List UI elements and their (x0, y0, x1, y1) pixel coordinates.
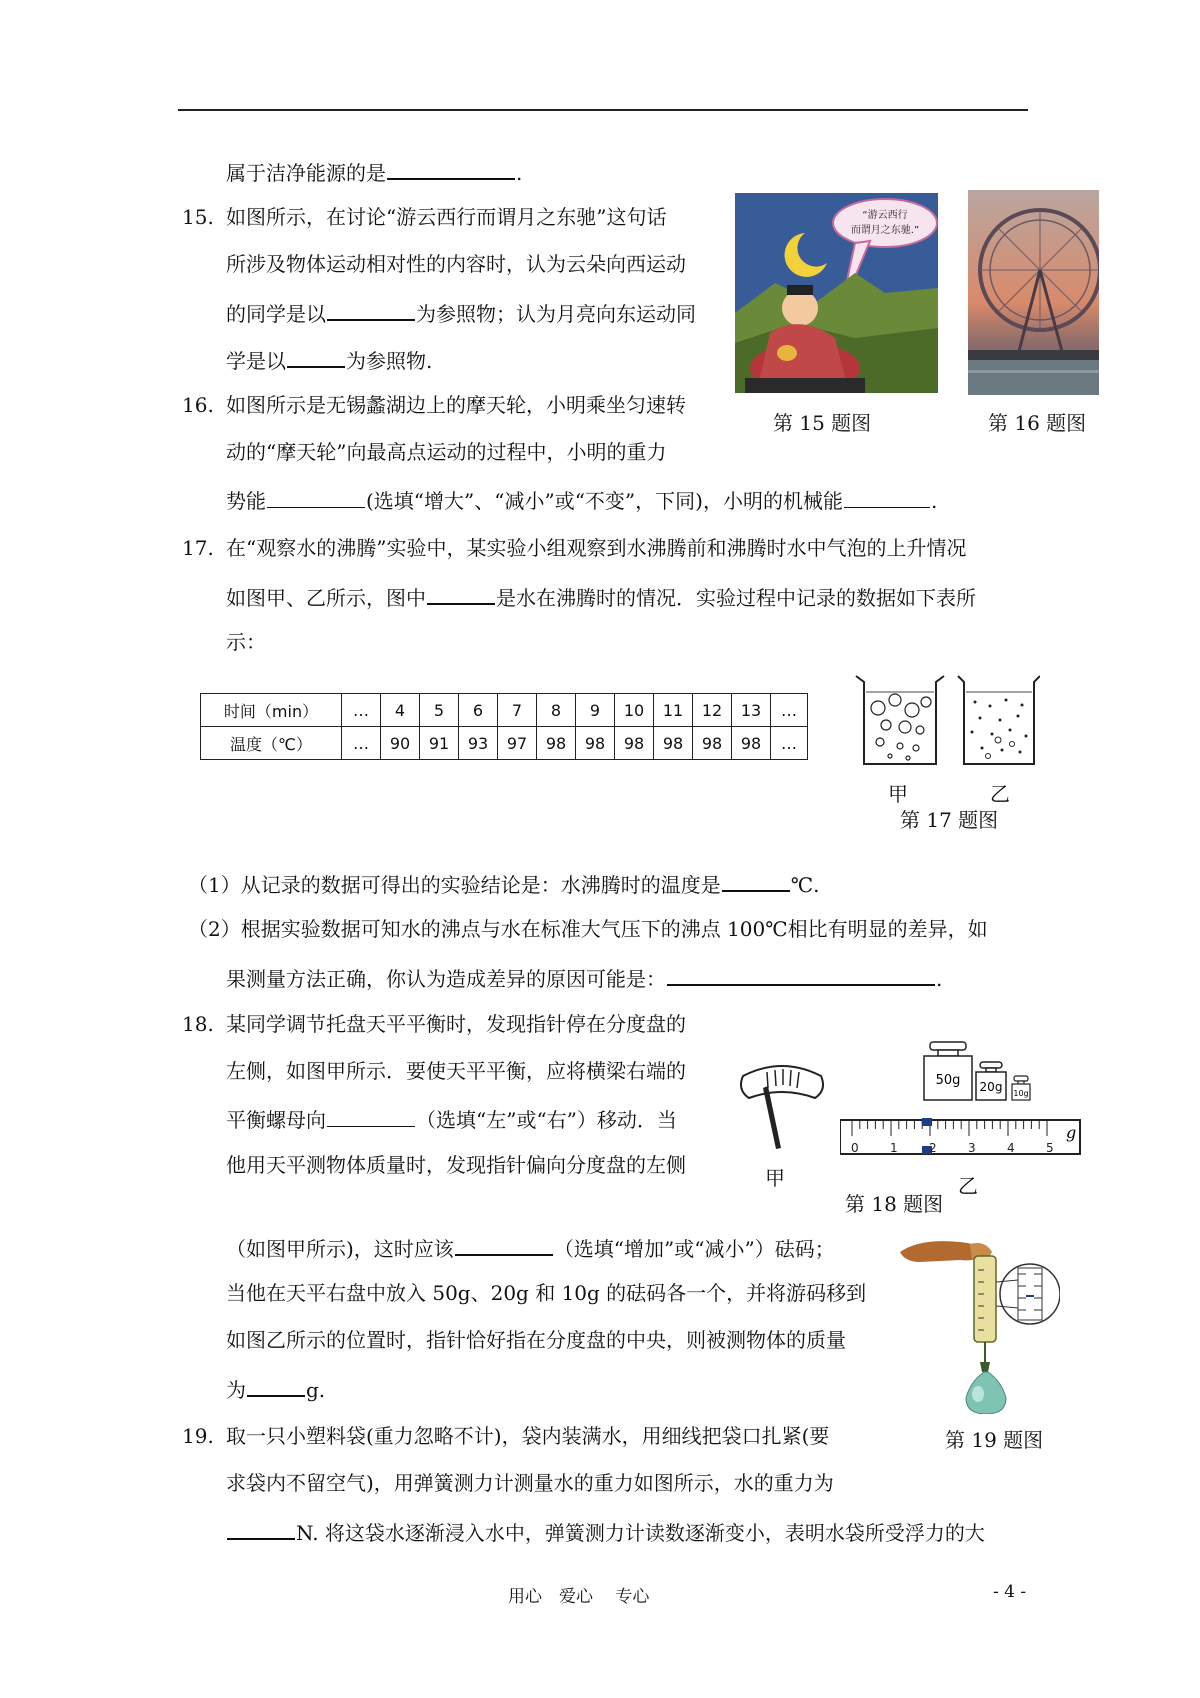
text: . (930, 489, 938, 513)
table-cell: 98 (537, 727, 576, 760)
answer-blank[interactable] (247, 1373, 305, 1397)
scale-unit-label: g (1066, 1123, 1077, 1142)
table-cell: 9 (576, 694, 615, 727)
q17-sub2-a: （2）根据实验数据可知水的沸点与水在标准大气压下的沸点 100℃相比有明显的差异，如 (188, 917, 988, 941)
q14-tail (226, 156, 522, 187)
table-row (201, 727, 808, 760)
q17-line-c: 示： (226, 630, 266, 654)
q18-line-h (226, 1373, 325, 1404)
scale-tick-label: 0 (851, 1141, 859, 1155)
q15-line-d (226, 344, 432, 375)
q18-number: 18. (182, 1012, 214, 1036)
text: ℃. (790, 873, 820, 897)
weight-20g (976, 1062, 1006, 1100)
text: 属于洁净能源的是 (226, 161, 386, 185)
scale-tick-label: 2 (929, 1141, 937, 1155)
scale-tick-label: 3 (968, 1141, 976, 1155)
text: （选填“左”或“右”）移动．当 (416, 1108, 677, 1132)
fig18-caption: 第 18 题图 (845, 1192, 944, 1216)
fig18-dial-pointer-diagram (735, 1058, 830, 1150)
text: 的同学是以 (226, 302, 326, 326)
weight-50g-label: 50g (935, 1073, 961, 1088)
table-cell: … (771, 694, 808, 727)
answer-blank[interactable] (327, 1104, 415, 1127)
scale-tick-label: 1 (890, 1141, 898, 1155)
q17-line-a: 在“观察水的沸腾”实验中，某实验小组观察到水沸腾前和沸腾时水中气泡的上升情况 (226, 536, 967, 560)
q16-line-c (226, 485, 937, 515)
q15-line-a: 如图所示，在讨论“游云西行而谓月之东驰”这句话 (226, 205, 667, 229)
beaker-jia (856, 676, 944, 764)
text: 如图甲、乙所示，图中 (226, 586, 426, 610)
q17-number: 17. (182, 536, 214, 560)
text: 为 (226, 1378, 246, 1402)
table-cell: 98 (576, 727, 615, 760)
text: 为参照物. (346, 349, 433, 373)
text: N. 将这袋水逐渐浸入水中，弹簧测力计读数逐渐变小，表明水袋所受浮力的大 (296, 1521, 985, 1545)
rider-marker-top (922, 1118, 932, 1126)
q17-sub1 (188, 868, 819, 899)
table-cell: 98 (615, 727, 654, 760)
fig17-beakers-diagram (850, 670, 1040, 770)
table-cell: 91 (420, 727, 459, 760)
table-cell: 8 (537, 694, 576, 727)
q18-line-d: 他用天平测物体质量时，发现指针偏向分度盘的左侧 (226, 1153, 686, 1177)
q18-line-g: 如图乙所示的位置时，指针恰好指在分度盘的中央，则被测物体的质量 (226, 1328, 846, 1352)
table-row (201, 694, 808, 727)
text: . (936, 967, 943, 991)
answer-blank[interactable] (844, 485, 930, 508)
q17-sub2-b (226, 962, 942, 993)
answer-blank[interactable] (667, 962, 935, 986)
fig16-caption: 第 16 题图 (988, 411, 1087, 435)
text: 势能 (226, 489, 266, 513)
text: （1）从记录的数据可得出的实验结论是：水沸腾时的温度是 (188, 873, 721, 897)
weight-10g (1012, 1076, 1030, 1100)
fig17-caption: 第 17 题图 (900, 808, 999, 832)
table-cell: 12 (693, 694, 732, 727)
weight-50g (924, 1042, 972, 1100)
q19-line-a: 取一只小塑料袋(重力忽略不计)，袋内装满水，用细线把袋口扎紧(要 (226, 1424, 830, 1448)
row-label-time: 时间（min） (201, 694, 342, 727)
table-cell: 93 (459, 727, 498, 760)
q19-number: 19. (182, 1424, 214, 1448)
q17-line-b (226, 581, 976, 612)
boiling-data-table (200, 693, 808, 760)
fig18-label-yi: 乙 (958, 1174, 978, 1198)
table-cell: 97 (498, 727, 537, 760)
q15-line-c (226, 297, 696, 328)
weight-10g-label: 10g (1013, 1089, 1029, 1098)
q19-line-b: 求袋内不留空气)，用弹簧测力计测量水的重力如图所示，水的重力为 (226, 1471, 834, 1495)
q16-number: 16. (182, 393, 214, 417)
answer-blank[interactable] (722, 868, 790, 892)
text: 学是以 (226, 349, 286, 373)
table-cell: 90 (381, 727, 420, 760)
answer-blank[interactable] (455, 1232, 553, 1256)
table-cell: … (771, 727, 808, 760)
table-cell: 98 (732, 727, 771, 760)
text: (选填“增大”、“减小”或“不变”，下同)，小明的机械能 (366, 489, 843, 513)
q16-line-a: 如图所示是无锡蠡湖边上的摩天轮，小明乘坐匀速转 (226, 393, 686, 417)
fig18-label-jia: 甲 (765, 1166, 785, 1190)
q18-line-a: 某同学调节托盘天平平衡时，发现指针停在分度盘的 (226, 1012, 686, 1036)
q18-line-b: 左侧，如图甲所示．要使天平平衡，应将横梁右端的 (226, 1059, 686, 1083)
scale-tick-label: 4 (1007, 1141, 1015, 1155)
text: 平衡螺母向 (226, 1108, 326, 1132)
fig19-spring-scale-picture (900, 1222, 1060, 1414)
beaker-yi (958, 676, 1040, 764)
table-cell: 5 (420, 694, 459, 727)
page-number: - 4 - (993, 1582, 1027, 1602)
table-cell: 98 (654, 727, 693, 760)
answer-blank[interactable] (387, 156, 515, 180)
text: （选填“增加”或“减小”）砝码； (553, 1237, 835, 1261)
q19-line-c (226, 1516, 985, 1547)
q18-line-f: 当他在天平右盘中放入 50g、20g 和 10g 的砝码各一个，并将游码移到 (226, 1281, 867, 1305)
q15-number: 15. (182, 205, 214, 229)
q18-line-e (226, 1232, 835, 1263)
fig16-ferris-wheel-picture (968, 190, 1099, 395)
table-cell: 7 (498, 694, 537, 727)
table-cell: 13 (732, 694, 771, 727)
table-cell: 11 (654, 694, 693, 727)
scale-tick-label: 5 (1046, 1141, 1054, 1155)
table-cell: 6 (459, 694, 498, 727)
q18-line-c (226, 1104, 677, 1134)
fig19-caption: 第 19 题图 (945, 1428, 1044, 1452)
answer-blank[interactable] (267, 485, 365, 508)
q15-line-b: 所涉及物体运动相对性的内容时，认为云朵向西运动 (226, 252, 686, 276)
footer-motto: 用心 爱心 专心 (508, 1587, 650, 1607)
table-cell: … (342, 727, 381, 760)
table-cell: 10 (615, 694, 654, 727)
answer-blank[interactable] (327, 297, 415, 321)
text: 为参照物；认为月亮向东运动同 (416, 302, 696, 326)
q16-line-b: 动的“摩天轮”向最高点运动的过程中，小明的重力 (226, 440, 667, 464)
text: 果测量方法正确，你认为造成差异的原因可能是： (226, 967, 666, 991)
table-cell: 98 (693, 727, 732, 760)
weight-20g-label: 20g (979, 1080, 1003, 1094)
row-label-temp: 温度（℃） (201, 727, 342, 760)
text: 是水在沸腾时的情况．实验过程中记录的数据如下表所 (496, 586, 976, 610)
answer-blank[interactable] (227, 1516, 295, 1540)
text: （如图甲所示)，这时应该 (226, 1237, 454, 1261)
fig18-weights-scale-diagram (840, 1040, 1082, 1170)
svg-text:而谓月之东驰.”: 而谓月之东驰.” (850, 225, 920, 236)
header-rule (178, 109, 1028, 111)
answer-blank[interactable] (427, 581, 495, 605)
table-cell: 4 (381, 694, 420, 727)
table-cell: … (342, 694, 381, 727)
fig15-scholar-moon-picture (735, 193, 938, 393)
answer-blank[interactable] (287, 344, 345, 368)
svg-text:“游云西行: “游云西行 (862, 210, 908, 221)
fig15-caption: 第 15 题图 (773, 411, 872, 435)
rider-scale (840, 1118, 1080, 1155)
text: g. (306, 1378, 326, 1402)
fig17-label-yi: 乙 (990, 782, 1010, 806)
text: . (516, 161, 523, 185)
fig17-label-jia: 甲 (888, 782, 908, 806)
